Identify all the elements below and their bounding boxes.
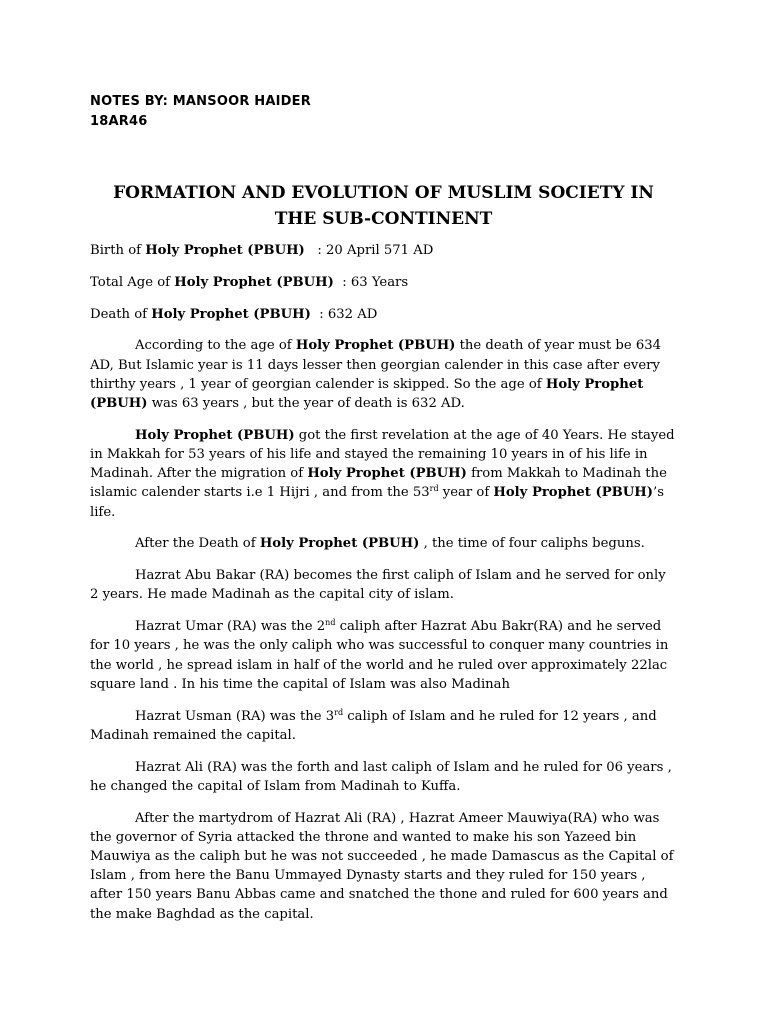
- title-line-2: THE SUB-CONTINENT: [274, 209, 493, 229]
- paragraph-four-caliphs: [90, 534, 677, 553]
- fact-label: Death of: [90, 306, 152, 322]
- document-body: [90, 241, 677, 936]
- text-run: the death of year must be 634 AD, But Islamic year is 11 days lesser then georgian calender in this case after every thirthy years , 1 year of georgian calender is skipped. So the age of: [90, 338, 662, 392]
- title-line-1: FORMATION AND EVOLUTION OF MUSLIM SOCIETY IN: [113, 183, 654, 203]
- fact-value: : 20 April 571 AD: [304, 243, 434, 258]
- paragraph-revelation: [90, 426, 677, 522]
- text-run: year of: [438, 485, 494, 501]
- roll-number: 18AR46: [90, 114, 148, 129]
- fact-label: Birth of: [90, 243, 146, 258]
- prophet-name: Holy Prophet (PBUH): [259, 536, 420, 552]
- paragraph-umar: [90, 617, 677, 694]
- text-run: got the first revelation at the age of 40 Years. He stayed in Makkah for 53 years of his life and stayed the remaining 10 years in of his life in Madinah. After the migration of: [90, 427, 675, 482]
- document-title: [90, 180, 677, 232]
- fact-value: : 63 Years: [333, 274, 409, 290]
- author-notes-header: [90, 92, 311, 132]
- prophet-name: Holy Prophet (PBUH): [151, 306, 311, 322]
- ordinal-suffix: rd: [429, 484, 439, 494]
- text-run: Hazrat Umar (RA) was the 2: [135, 619, 326, 635]
- prophet-name: Holy Prophet (PBUH): [295, 338, 456, 354]
- text-run: from Makkah to Madinah the islamic calender starts i.e 1 Hijri , and from the 53: [90, 466, 667, 501]
- paragraph-ali: Hazrat Ali (RA) was the forth and last caliph of Islam and he ruled for 06 years , he changed the capital of Islam from Madinah to Kuffa.: [90, 759, 672, 794]
- paragraph-abu-bakar: Hazrat Abu Bakar (RA) becomes the first caliph of Islam and he served for only 2 years. He made Madinah as the capital city of islam.: [90, 568, 666, 603]
- death-fact: [90, 305, 677, 324]
- ordinal-suffix: nd: [325, 618, 336, 628]
- text-run: Hazrat Usman (RA) was the 3: [135, 708, 335, 724]
- prophet-name: Holy Prophet (PBUH): [145, 243, 305, 258]
- paragraph-usman: [90, 707, 677, 745]
- prophet-name: Holy Prophet (PBUH): [493, 485, 653, 501]
- text-run: caliph after Hazrat Abu Bakr(RA) and he served for 10 years , he was the only caliph who was successful to conquer many countries in the world , he spread islam in half of the world and he ruled over approximately 22lac square land . In his time the capital of Islam was also Madinah: [90, 619, 669, 692]
- prophet-name: Holy Prophet (PBUH): [90, 376, 644, 411]
- text-run: After the Death of: [135, 536, 260, 552]
- birth-fact: [90, 241, 677, 260]
- prophet-name: Holy Prophet (PBUH): [307, 466, 467, 482]
- text-run: was 63 years , but the year of death is 632 AD.: [147, 396, 465, 411]
- text-run: ’s life.: [90, 485, 664, 520]
- fact-value: : 632 AD: [310, 306, 378, 322]
- age-fact: [90, 273, 677, 292]
- prophet-name: Holy Prophet (PBUH): [135, 427, 295, 443]
- fact-label: Total Age of: [90, 274, 175, 290]
- text-run: According to the age of: [135, 338, 296, 354]
- ordinal-suffix: rd: [334, 707, 344, 717]
- notes-by-line: NOTES BY: MANSOOR HAIDER: [90, 94, 311, 109]
- paragraph-dynasties: After the martydrom of Hazrat Ali (RA) , Hazrat Ameer Mauwiya(RA) who was the governor of Syria attacked the throne and wanted to make his son Yazeed bin Mauwiya as the caliph but he was not succeeded , he made Damascus as the Capital of Islam , from here the Banu Ummayed Dynasty starts and they ruled for 150 years , after 150 years Banu Abbas came and snatched the thone and ruled for 600 years and the make Baghdad as the capital.: [90, 810, 674, 922]
- paragraph-age-explanation: [90, 336, 677, 413]
- text-run: caliph of Islam and he ruled for 12 years , and Madinah remained the capital.: [90, 708, 657, 743]
- prophet-name: Holy Prophet (PBUH): [174, 274, 334, 290]
- text-run: , the time of four caliphs beguns.: [419, 536, 645, 552]
